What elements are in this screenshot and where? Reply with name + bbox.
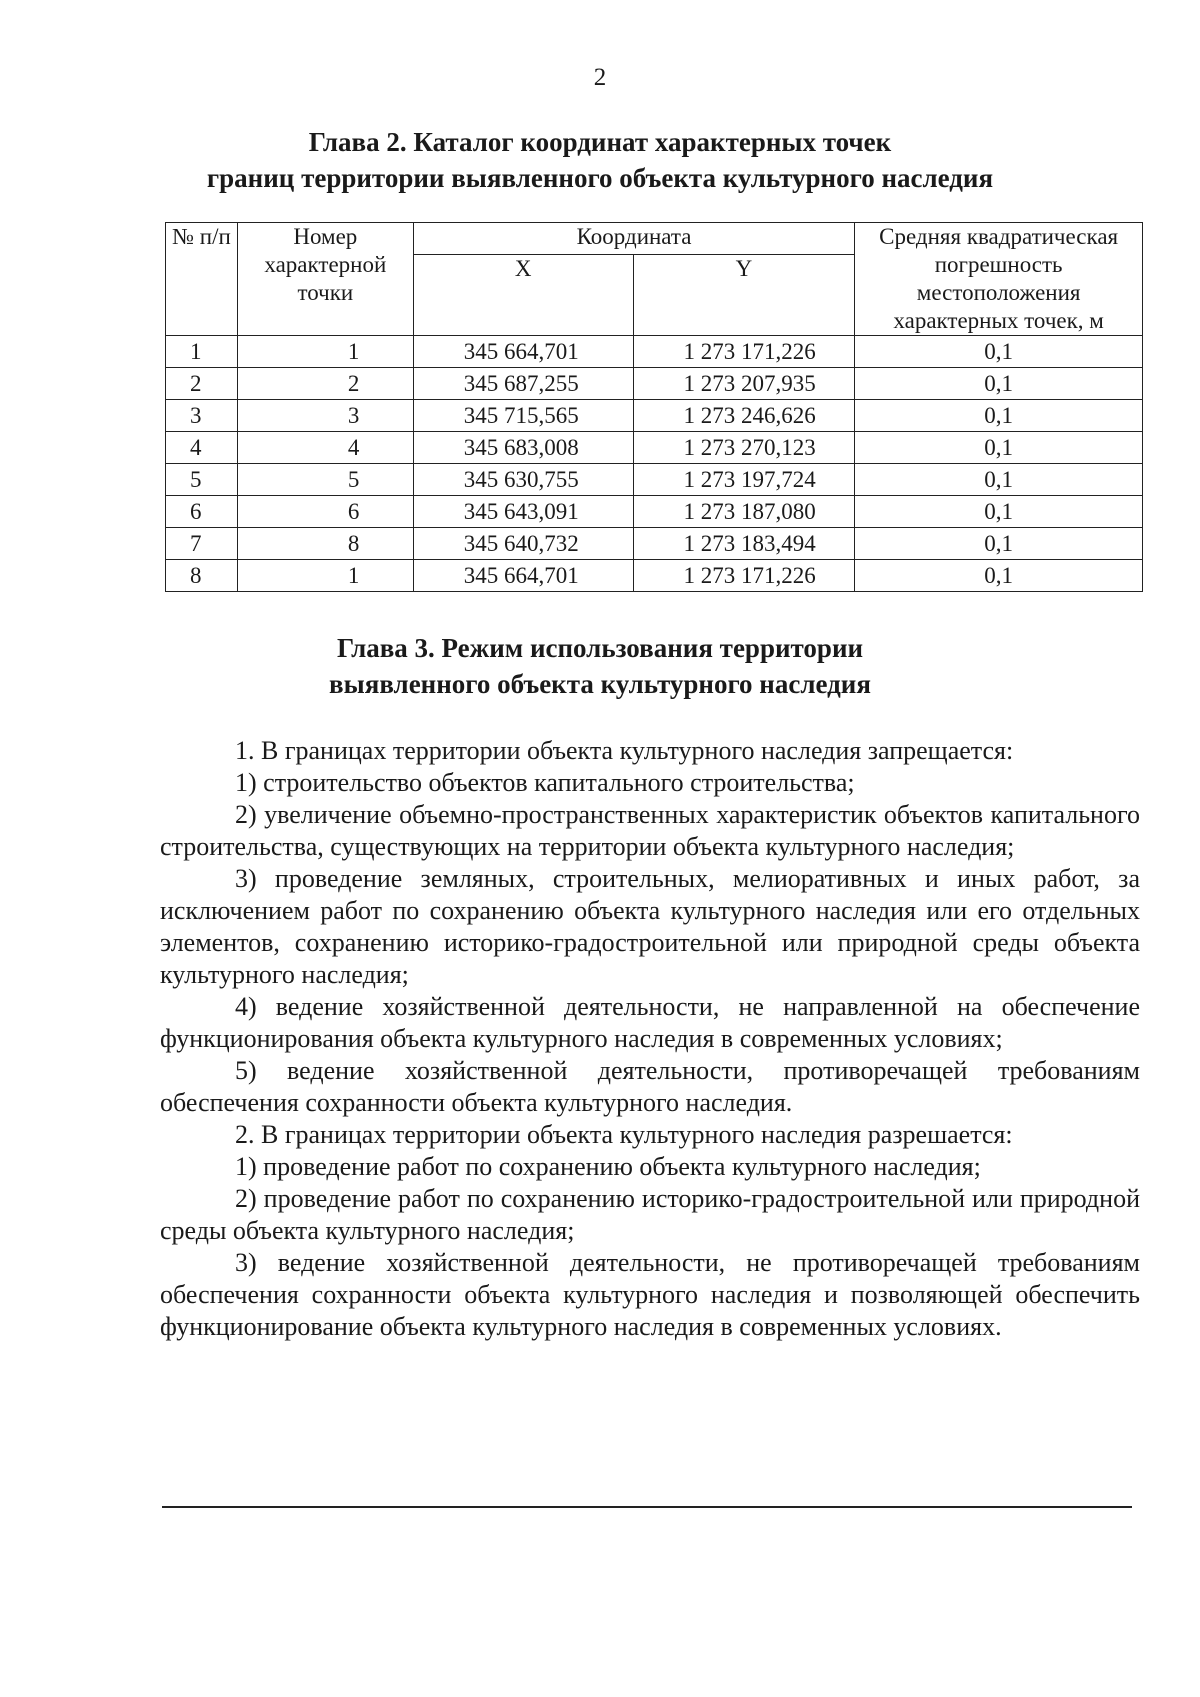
cell-num: 4 — [166, 432, 238, 464]
chapter-3-body — [160, 735, 1140, 1343]
table-row — [166, 400, 1143, 432]
cell-num: 3 — [166, 400, 238, 432]
cell-error: 0,1 — [855, 560, 1143, 592]
cell-num: 1 — [166, 336, 238, 368]
cell-point: 4 — [237, 432, 413, 464]
paragraph: 3) ведение хозяйственной деятельности, не противоречащей требованиям обеспечения сохранности объекта культурного наследия и позволяющей обеспечить функционирование объекта культурного наследия в современных условиях. — [160, 1248, 1140, 1341]
table-header-row — [166, 223, 1143, 255]
cell-x: 345 715,565 — [413, 400, 633, 432]
cell-error: 0,1 — [855, 368, 1143, 400]
cell-point: 1 — [237, 336, 413, 368]
header-x: X — [413, 255, 633, 336]
header-point: Номер характерной точки — [237, 223, 413, 336]
cell-x: 345 664,701 — [413, 336, 633, 368]
chapter-2-title-line-2: границ территории выявленного объекта культурного наследия — [206, 163, 994, 193]
table-row — [166, 368, 1143, 400]
chapter-3-title-line-2: выявленного объекта культурного наследия — [329, 669, 871, 699]
cell-error: 0,1 — [855, 464, 1143, 496]
header-num: № п/п — [166, 223, 238, 336]
cell-num: 8 — [166, 560, 238, 592]
cell-error: 0,1 — [855, 528, 1143, 560]
cell-num: 7 — [166, 528, 238, 560]
paragraph: 2) увеличение объемно-пространственных характеристик объектов капитального строительства, существующих на территории объекта культурного наследия; — [160, 800, 1140, 861]
paragraph: 2) проведение работ по сохранению историко-градостроительной или природной среды объекта культурного наследия; — [160, 1184, 1140, 1245]
chapter-2-title — [0, 124, 1200, 196]
cell-y: 1 273 197,724 — [633, 464, 855, 496]
cell-x: 345 687,255 — [413, 368, 633, 400]
cell-error: 0,1 — [855, 336, 1143, 368]
cell-x: 345 664,701 — [413, 560, 633, 592]
table-row — [166, 496, 1143, 528]
chapter-3-title-line-1: Глава 3. Режим использования территории — [336, 633, 864, 663]
footer-divider — [162, 1506, 1132, 1508]
cell-y: 1 273 270,123 — [633, 432, 855, 464]
cell-num: 6 — [166, 496, 238, 528]
page-number: 2 — [593, 64, 607, 91]
paragraph: 5) ведение хозяйственной деятельности, противоречащей требованиям обеспечения сохранности объекта культурного наследия. — [160, 1056, 1140, 1117]
table-row — [166, 528, 1143, 560]
paragraph: 3) проведение земляных, строительных, мелиоративных и иных работ, за исключением работ по сохранению объекта культурного наследия или его отдельных элементов, сохранению историко-градостроительной или природной среды объекта культурного наследия; — [160, 864, 1140, 989]
header-coordinate: Координата — [413, 223, 855, 255]
paragraph: 1) строительство объектов капитального строительства; — [235, 768, 855, 797]
chapter-3-title — [0, 630, 1200, 702]
cell-num: 5 — [166, 464, 238, 496]
table-row — [166, 336, 1143, 368]
paragraph: 2. В границах территории объекта культурного наследия разрешается: — [235, 1120, 1013, 1149]
paragraph: 1) проведение работ по сохранению объекта культурного наследия; — [235, 1152, 981, 1181]
cell-point: 3 — [237, 400, 413, 432]
cell-point: 6 — [237, 496, 413, 528]
cell-point: 1 — [237, 560, 413, 592]
cell-y: 1 273 246,626 — [633, 400, 855, 432]
cell-x: 345 683,008 — [413, 432, 633, 464]
cell-point: 8 — [237, 528, 413, 560]
cell-y: 1 273 183,494 — [633, 528, 855, 560]
cell-num: 2 — [166, 368, 238, 400]
cell-point: 5 — [237, 464, 413, 496]
header-error: Средняя квадратическая погрешность местоположения характерных точек, м — [855, 223, 1143, 336]
table-row — [166, 560, 1143, 592]
cell-error: 0,1 — [855, 400, 1143, 432]
table-row — [166, 464, 1143, 496]
chapter-2-title-line-1: Глава 2. Каталог координат характерных точек — [308, 127, 892, 157]
table-row — [166, 432, 1143, 464]
cell-y: 1 273 171,226 — [633, 336, 855, 368]
cell-x: 345 640,732 — [413, 528, 633, 560]
paragraph: 4) ведение хозяйственной деятельности, не направленной на обеспечение функционирования объекта культурного наследия в современных условиях; — [160, 992, 1140, 1053]
paragraph: 1. В границах территории объекта культурного наследия запрещается: — [235, 736, 1014, 765]
table-body — [166, 336, 1143, 592]
cell-y: 1 273 187,080 — [633, 496, 855, 528]
cell-x: 345 630,755 — [413, 464, 633, 496]
cell-point: 2 — [237, 368, 413, 400]
cell-y: 1 273 207,935 — [633, 368, 855, 400]
cell-x: 345 643,091 — [413, 496, 633, 528]
cell-y: 1 273 171,226 — [633, 560, 855, 592]
header-y: Y — [633, 255, 855, 336]
coordinates-table — [165, 222, 1143, 592]
cell-error: 0,1 — [855, 432, 1143, 464]
cell-error: 0,1 — [855, 496, 1143, 528]
